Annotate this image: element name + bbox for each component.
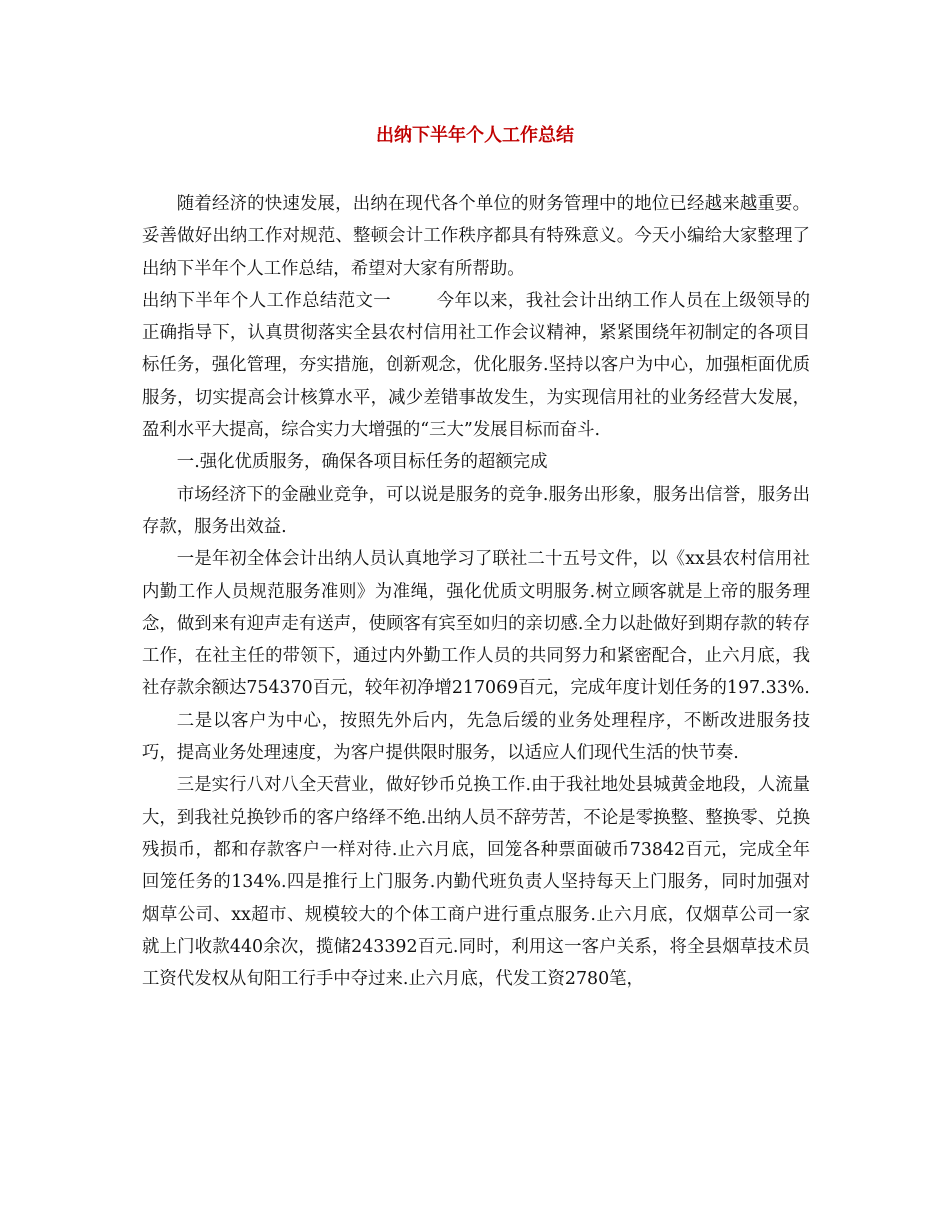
heading-1: 一.强化优质服务，确保各项目标任务的超额完成 <box>176 452 548 473</box>
section-text: 今年以来，我社会计出纳工作人员在上级领导的正确指导下，认真贯彻落实全县农村信用社工作会议精神，紧紧围绕年初制定的各项目标任务，强化管理，夯实措施，创新观念，优化服务.坚持以客户为中心，加强柜面优质服务，切实提高会计核算水平，减少差错事故发生，为实现信用社的业务经营大发展，盈利水平大提高，综合实力大增强的“三大”发展目标而奋斗. <box>142 290 810 441</box>
section-paragraph <box>142 285 810 446</box>
paragraph-1: 市场经济下的金融业竞争，可以说是服务的竞争.服务出形象，服务出信誉，服务出存款，服务出效益. <box>142 484 810 537</box>
document-body <box>142 188 810 995</box>
paragraph-2: 一是年初全体会计出纳人员认真地学习了联社二十五号文件，以《xx县农村信用社内勤工作人员规范服务准则》为准绳，强化优质文明服务.树立顾客就是上帝的服务理念，做到来有迎声走有送声，使顾客有宾至如归的亲切感.全力以赴做好到期存款的转存工作，在社主任的带领下，通过内外勤工作人员的共同努力和紧密配合，止六月底，我社存款余额达754370百元，较年初净增217069百元，完成年度计划任务的197.33%. <box>142 549 810 699</box>
section-label: 出纳下半年个人工作总结范文一 <box>142 290 392 311</box>
document-title: 出纳下半年个人工作总结 <box>376 125 574 146</box>
paragraph-3: 二是以客户为中心，按照先外后内，先急后缓的业务处理程序，不断改进服务技巧，提高业务处理速度，为客户提供限时服务，以适应人们现代生活的快节奏. <box>142 710 810 764</box>
paragraph-4: 三是实行八对八全天营业，做好钞币兑换工作.由于我社地处县城黄金地段，人流量大，到我社兑换钞币的客户络绎不绝.出纳人员不辞劳苦，不论是零换整、整换零、兑换残损币，都和存款客户一样对待.止六月底，回笼各种票面破币73842百元，完成全年回笼任务的134%.四是推行上门服务.内勤代班负责人坚持每天上门服务，同时加强对烟草公司、xx超市、规模较大的个体工商户进行重点服务.止六月底，仅烟草公司一家就上门收款440余次，揽储243392百元.同时，利用这一客户关系，将全县烟草技术员工资代发权从旬阳工行手中夺过来.止六月底，代发工资2780笔， <box>142 775 810 990</box>
intro-paragraph: 随着经济的快速发展，出纳在现代各个单位的财务管理中的地位已经越来越重要。妥善做好出纳工作对规范、整顿会计工作秩序都具有特殊意义。今天小编给大家整理了出纳下半年个人工作总结，希望对大家有所帮助。 <box>142 194 810 279</box>
